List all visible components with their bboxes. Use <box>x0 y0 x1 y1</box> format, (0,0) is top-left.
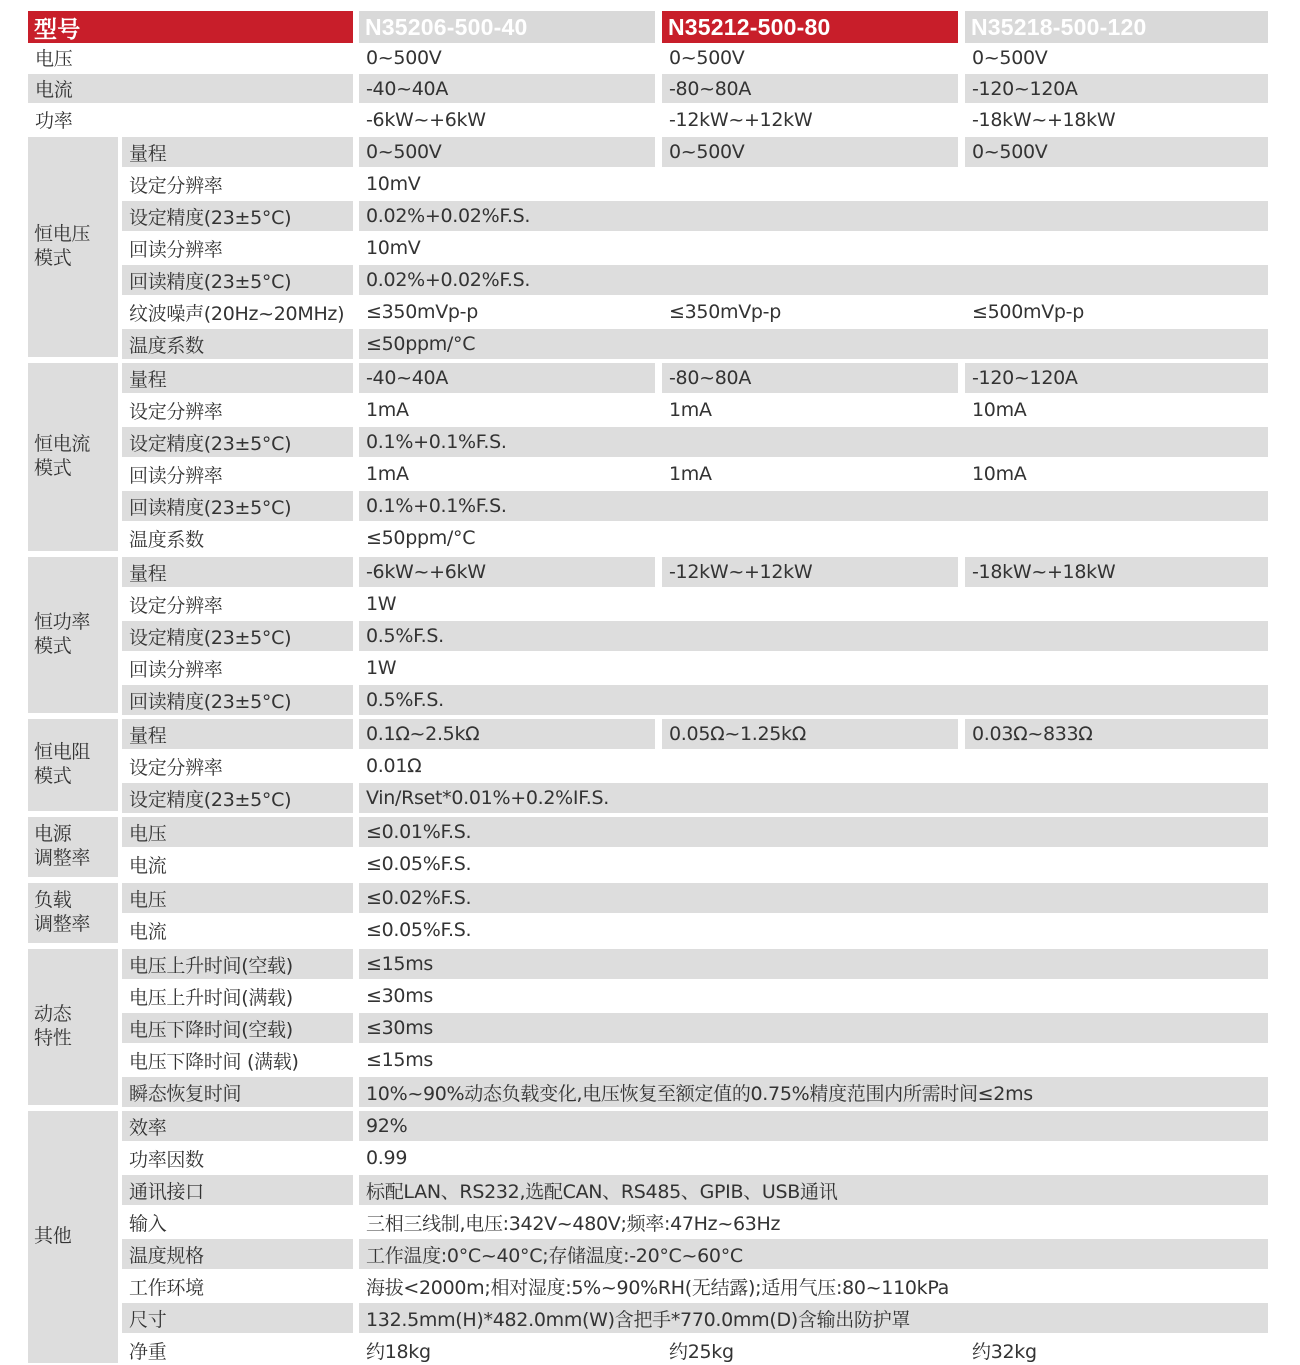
row-label: 量程 <box>122 719 353 749</box>
row-value-merged: ≤30ms <box>366 985 434 1007</box>
row-value: 约18kg <box>366 1340 431 1363</box>
row-label: 电压下降时间 (满载) <box>129 1050 299 1073</box>
row-label: 电压 <box>35 48 73 70</box>
row-label: 电压上升时间(满载) <box>129 986 293 1009</box>
row-label: 设定精度(23±5°C) <box>122 621 353 651</box>
row-label: 功率因数 <box>129 1148 204 1171</box>
header-model-1: N35206-500-40 <box>359 11 655 43</box>
row-value: -12kW~+12kW <box>669 108 813 131</box>
row-value-merged: 0.02%+0.02%F.S. <box>359 265 1268 295</box>
row-value-merged: 工作温度:0°C~40°C;存储温度:-20°C~60°C <box>359 1239 1268 1269</box>
row-value: 0~500V <box>662 137 958 167</box>
row-value: 10mA <box>972 463 1027 485</box>
row-label: 净重 <box>129 1340 167 1363</box>
row-value: -120~120A <box>965 74 1268 103</box>
row-label: 尺寸 <box>122 1303 353 1333</box>
row-label: 温度规格 <box>122 1239 353 1269</box>
row-value-merged: 0.1%+0.1%F.S. <box>359 427 1268 457</box>
group-label: 恒电流 模式 <box>28 363 118 551</box>
row-value-merged: 标配LAN、RS232,选配CAN、RS485、GPIB、USB通讯 <box>359 1175 1268 1205</box>
row-value: 0.1Ω~2.5kΩ <box>359 719 655 749</box>
row-label: 纹波噪声(20Hz~20MHz) <box>129 302 345 325</box>
row-value: 1mA <box>366 463 409 485</box>
row-value: -6kW~+6kW <box>366 108 486 131</box>
row-label: 设定精度(23±5°C) <box>122 201 353 231</box>
row-label: 温度系数 <box>122 329 353 359</box>
row-label: 温度系数 <box>129 528 204 551</box>
row-value: -6kW~+6kW <box>359 557 655 587</box>
row-value: 1mA <box>669 463 712 485</box>
row-value-merged: 0.5%F.S. <box>359 685 1268 715</box>
row-value: 10mA <box>972 399 1027 421</box>
group-label: 电源 调整率 <box>28 817 118 877</box>
row-value: ≤350mVp-p <box>669 301 781 323</box>
row-value-merged: ≤15ms <box>359 949 1268 979</box>
row-label: 电流 <box>129 920 167 943</box>
row-value: ≤500mVp-p <box>972 301 1084 323</box>
row-value-merged: ≤50ppm/°C <box>366 527 476 549</box>
row-value-merged: 三相三线制,电压:342V~480V;频率:47Hz~63Hz <box>366 1212 781 1235</box>
row-value: ≤350mVp-p <box>366 301 478 323</box>
row-value: 1mA <box>669 399 712 421</box>
row-label: 设定分辨率 <box>129 756 223 779</box>
row-label: 设定精度(23±5°C) <box>122 427 353 457</box>
row-value: 0~500V <box>366 46 442 69</box>
row-value: 1mA <box>366 399 409 421</box>
row-value-merged: Vin/Rset*0.01%+0.2%IF.S. <box>359 783 1268 813</box>
row-label: 电流 <box>28 74 353 103</box>
row-value-merged: 92% <box>359 1111 1268 1141</box>
row-value-merged: ≤50ppm/°C <box>359 329 1268 359</box>
row-value-merged: 1W <box>366 593 397 615</box>
row-value-merged: 132.5mm(H)*482.0mm(W)含把手*770.0mm(D)含输出防护罩 <box>359 1303 1268 1333</box>
row-label: 回读分辨率 <box>129 464 223 487</box>
row-value-merged: ≤0.05%F.S. <box>366 853 472 875</box>
row-label: 电压上升时间(空载) <box>122 949 353 979</box>
row-label: 量程 <box>122 137 353 167</box>
row-value-merged: 10mV <box>366 173 421 195</box>
row-value-merged: ≤0.05%F.S. <box>366 919 472 941</box>
row-value-merged: 海拔<2000m;相对湿度:5%~90%RH(无结露);适用气压:80~110kPa <box>366 1276 950 1299</box>
row-label: 设定分辨率 <box>129 400 223 423</box>
row-label: 设定分辨率 <box>129 174 223 197</box>
group-label: 恒功率 模式 <box>28 557 118 713</box>
group-label: 负载 调整率 <box>28 883 118 943</box>
row-value: 约32kg <box>972 1340 1037 1363</box>
row-label: 电压下降时间(空载) <box>122 1013 353 1043</box>
row-label: 回读分辨率 <box>129 238 223 261</box>
row-label: 电压 <box>122 817 353 847</box>
row-value-merged: 0.02%+0.02%F.S. <box>359 201 1268 231</box>
row-label: 回读精度(23±5°C) <box>122 491 353 521</box>
row-value: -40~40A <box>359 74 655 103</box>
row-value-merged: 10%~90%动态负载变化,电压恢复至额定值的0.75%精度范围内所需时间≤2ms <box>359 1077 1268 1107</box>
group-label: 恒电阻 模式 <box>28 719 118 811</box>
row-label: 量程 <box>122 557 353 587</box>
row-value-merged: 0.99 <box>366 1147 408 1169</box>
row-value: -12kW~+12kW <box>662 557 958 587</box>
row-label: 回读精度(23±5°C) <box>122 265 353 295</box>
row-value-merged: 0.5%F.S. <box>359 621 1268 651</box>
row-value: -80~80A <box>662 74 958 103</box>
row-label: 设定分辨率 <box>129 594 223 617</box>
row-value-merged: ≤30ms <box>359 1013 1268 1043</box>
group-label: 动态 特性 <box>28 949 118 1105</box>
header-model-2: N35212-500-80 <box>662 11 958 43</box>
row-value: -120~120A <box>965 363 1268 393</box>
row-value: -18kW~+18kW <box>972 108 1116 131</box>
row-value-merged: ≤0.01%F.S. <box>359 817 1268 847</box>
row-label: 电流 <box>129 854 167 877</box>
row-value: -18kW~+18kW <box>965 557 1268 587</box>
row-value: 0~500V <box>972 46 1048 69</box>
row-label: 电压 <box>122 883 353 913</box>
row-label: 瞬态恢复时间 <box>122 1077 353 1107</box>
row-value-merged: 1W <box>366 657 397 679</box>
row-label: 效率 <box>122 1111 353 1141</box>
row-value: 0.05Ω~1.25kΩ <box>662 719 958 749</box>
row-value-merged: 0.1%+0.1%F.S. <box>359 491 1268 521</box>
header-model-3: N35218-500-120 <box>965 11 1268 43</box>
row-value: 0~500V <box>669 46 745 69</box>
row-label: 回读分辨率 <box>129 658 223 681</box>
row-value-merged: ≤0.02%F.S. <box>359 883 1268 913</box>
row-label: 回读精度(23±5°C) <box>122 685 353 715</box>
row-value: 0~500V <box>965 137 1268 167</box>
row-value: -40~40A <box>359 363 655 393</box>
header-model-label: 型号 <box>28 11 353 43</box>
row-value-merged: 10mV <box>366 237 421 259</box>
row-label: 功率 <box>35 110 73 132</box>
row-value: -80~80A <box>662 363 958 393</box>
group-label: 恒电压 模式 <box>28 137 118 357</box>
row-value: 0~500V <box>359 137 655 167</box>
row-label: 输入 <box>129 1212 167 1235</box>
row-value: 0.03Ω~833Ω <box>965 719 1268 749</box>
row-label: 通讯接口 <box>122 1175 353 1205</box>
group-label: 其他 <box>28 1111 118 1363</box>
row-value-merged: 0.01Ω <box>366 755 422 777</box>
row-value-merged: ≤15ms <box>366 1049 434 1071</box>
row-label: 量程 <box>122 363 353 393</box>
row-label: 设定精度(23±5°C) <box>122 783 353 813</box>
row-value: 约25kg <box>669 1340 734 1363</box>
row-label: 工作环境 <box>129 1276 204 1299</box>
